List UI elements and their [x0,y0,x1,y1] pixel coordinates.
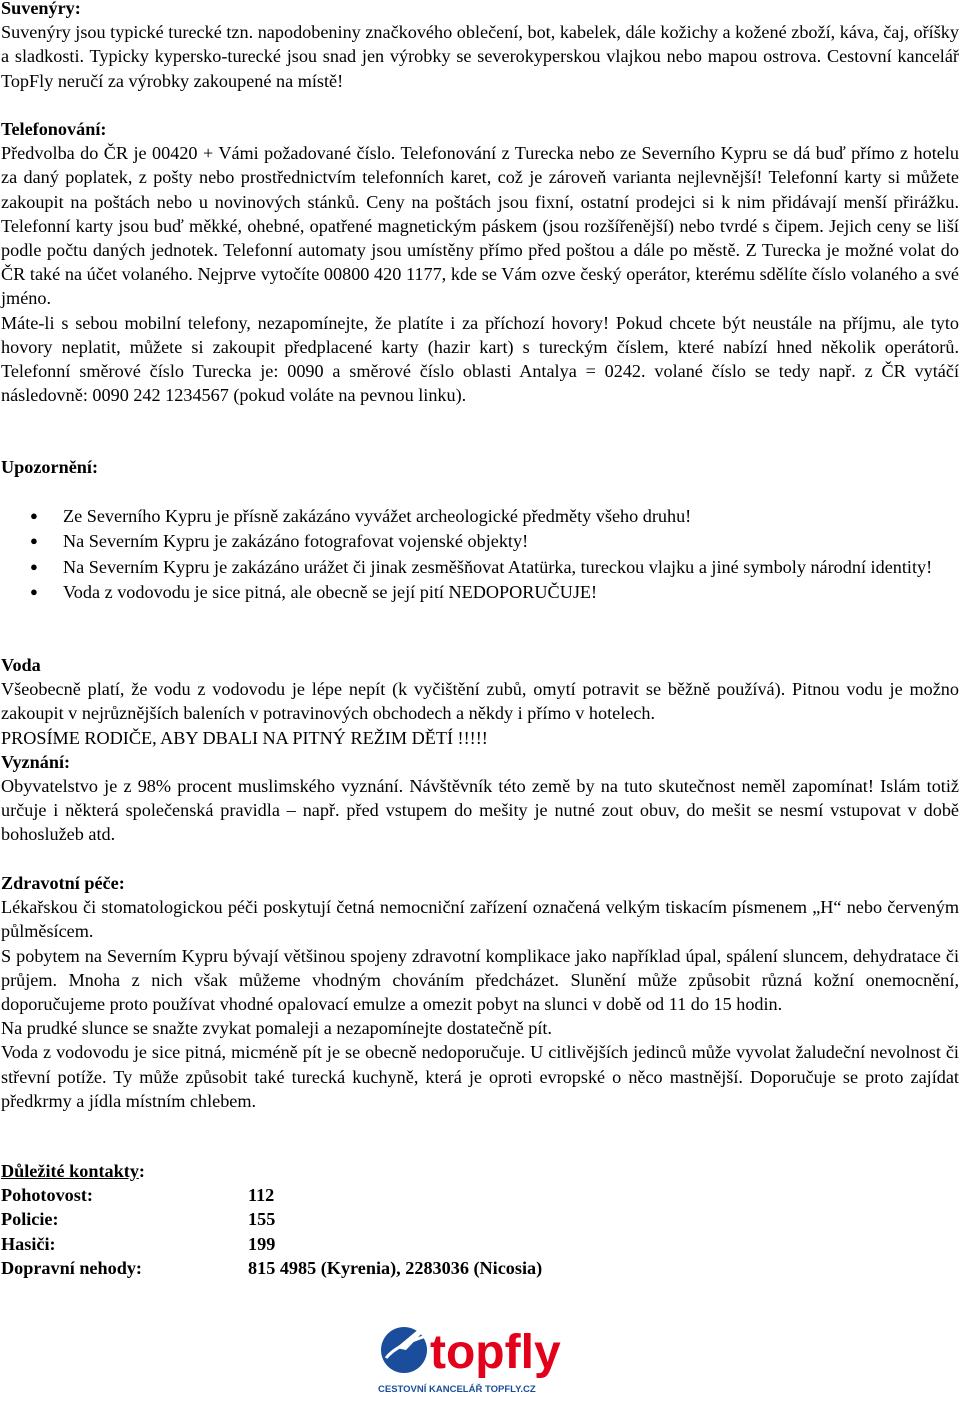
religion-heading: Vyznání: [1,751,71,772]
souvenirs-heading: Suvenýry: [1,0,81,18]
contact-label: Pohotovost: [1,1185,93,1206]
health-section [1,871,959,1113]
contact-row [1,1256,542,1280]
warning-heading: Upozornění: [1,457,98,477]
health-paragraph-4: Voda z vodovodu je sice pitná, micméně pít je se obecně nedoporučuje. U citlivějších jedinců může vyvolat žaludeční nevolnost či střevní potíže. Ty může způsobit také turecká kuchyně, která je oproti evropské o něco mastnější. Doporučuje se proto zajídat předkrmy a jídla místním chlebem. [1,1042,959,1111]
list-item: ● Na Severním Kypru je zakázáno fotografovat vojenské objekty! [0,529,960,553]
logo-brand: topfly [430,1326,561,1379]
water-paragraph-1: Všeobecně platí, že vodu z vodovodu je lépe nepít (k vyčištění zubů, omytí potravit se běžně používá). Pitnou vodu je možno zakoupit v nejrůznějších baleních v potravinových obchodech a někdy i přímo v hotelech. [1,679,959,724]
religion-text: Obyvatelstvo je z 98% procent muslimského vyznání. Návštěvník této země by na tuto skutečnost neměl zapomínat! Islám totiž určuje i některá společenská pravidla – např. před vstupem do mešity je nutné zout obuv, do mešit se nesmí vstupovat v době bohoslužeb atd. [1,776,959,845]
list-item: ● Voda z vodovodu je sice pitná, ale obecně se její pití NEDOPORUČUJE! [0,580,960,604]
contacts-heading-colon: : [138,1161,145,1181]
contact-label: Dopravní nehody: [1,1257,142,1278]
contact-value: 815 4985 (Kyrenia), 2283036 (Nicosia) [248,1257,543,1278]
contact-label: Policie: [1,1209,59,1230]
water-paragraph-2: PROSÍME RODIČE, ABY DBALI NA PITNÝ REŽIM DĚTÍ !!!!! [1,727,488,748]
health-paragraph-3: Na prudké slunce se snažte zvykat pomaleji a nezapomínejte dostatečně pít. [1,1018,552,1039]
contact-label: Hasiči: [1,1233,56,1254]
contacts-heading-text: Důležité kontakty [1,1161,139,1181]
contact-row [1,1183,542,1207]
phone-paragraph-1: Předvolba do ČR je 00420 + Vámi požadované číslo. Telefonování z Turecka nebo ze Severního Kypru se dá buď přímo z hotelu za daný poplatek, z pošty nebo prostřednictvím telefonních karet, což je zároveň varianta nejlevnější! Telefonní karty si můžete zakoupit na poštách nebo u novinových stánků. Ceny na poštách jsou fixní, ostatní prodejci si k nim přidávají menší přirážku. Telefonní karty jsou buď měkké, ohebné, opatřené magnetickým páskem (jsou rozšířenější) nebo tvrdé s čipem. Jejich ceny se liší podle počtu daných jednotek. Telefonní automaty jsou umístěny přímo před poštou a dále po městě. Z Turecka je možné volat do ČR také na účet volaného. Nejprve vytočíte 00800 420 1177, kde se Vám ozve český operátor, kterému sdělíte číslo volaného a své jméno. [1,143,959,309]
warning-list [0,504,960,606]
contacts-section [1,1159,542,1280]
health-heading: Zdravotní péče: [1,873,125,893]
contact-value: 112 [248,1185,275,1206]
warning-heading-block [1,455,959,479]
health-paragraph-1: Lékařskou či stomatologickou péči poskytují četná nemocniční zařízení označená velkým tiskacím písmenem „H“ nebo červeným půlměsícem. [1,897,959,942]
souvenirs-section [1,0,959,93]
list-item: ● Ze Severního Kypru je přísně zakázáno vyvážet archeologické předměty všeho druhu! [0,504,960,528]
topfly-logo [376,1318,584,1396]
contact-value: 199 [248,1233,276,1254]
contact-value: 155 [248,1209,276,1230]
list-item: ● Na Severním Kypru je zakázáno urážet či jinak zesměšňovat Atatürka, tureckou vlajku a jiné symboly národní identity! [0,555,960,579]
souvenirs-text: Suvenýry jsou typické turecké tzn. napodobeniny značkového oblečení, bot, kabelek, dále kožichy a kožené zboží, káva, čaj, oříšky a sladkosti. Typicky kypersko-turecké jsou snad jen výrobky se severokyperskou vlajkou nebo mapou ostrova. Cestovní kancelář TopFly neručí za výrobky zakoupené na místě! [1,22,959,91]
phone-heading: Telefonování: [1,119,107,139]
water-section [1,653,959,847]
contact-row [1,1232,542,1256]
logo-tagline: CESTOVNÍ KANCELÁŘ TOPFLY.CZ [378,1384,536,1395]
phone-section [1,117,959,407]
contact-row [1,1207,542,1231]
water-heading: Voda [1,655,41,675]
contacts-heading [1,1159,542,1183]
health-paragraph-2: S pobytem na Severním Kypru bývají většinou spojeny zdravotní komplikace jako například úpal, spálení sluncem, dehydratace či průjem. Mnoha z nich však můžeme vhodným chováním předcházet. Slunění může způsobit různá kožní onemocnění, doporučujeme proto používat vhodné opalovací emulze a omezit pobyt na slunci v době od 11 do 15 hodin. [1,945,959,1015]
phone-paragraph-2: Máte-li s sebou mobilní telefony, nezapomínejte, že platíte i za příchozí hovory! Pokud chcete být neustále na příjmu, ale tyto hovory neplatit, můžete si zakoupit předplacené karty (hazir kart) s tureckým číslem, které nabízí hned několik operátorů. Telefonní směrové číslo Turecka je: 0090 a směrové číslo oblasti Antalya = 0242. volané číslo se tedy např. z ČR vytáčí následovně: 0090 242 1234567 (pokud voláte na pevnou linku). [1,312,959,406]
